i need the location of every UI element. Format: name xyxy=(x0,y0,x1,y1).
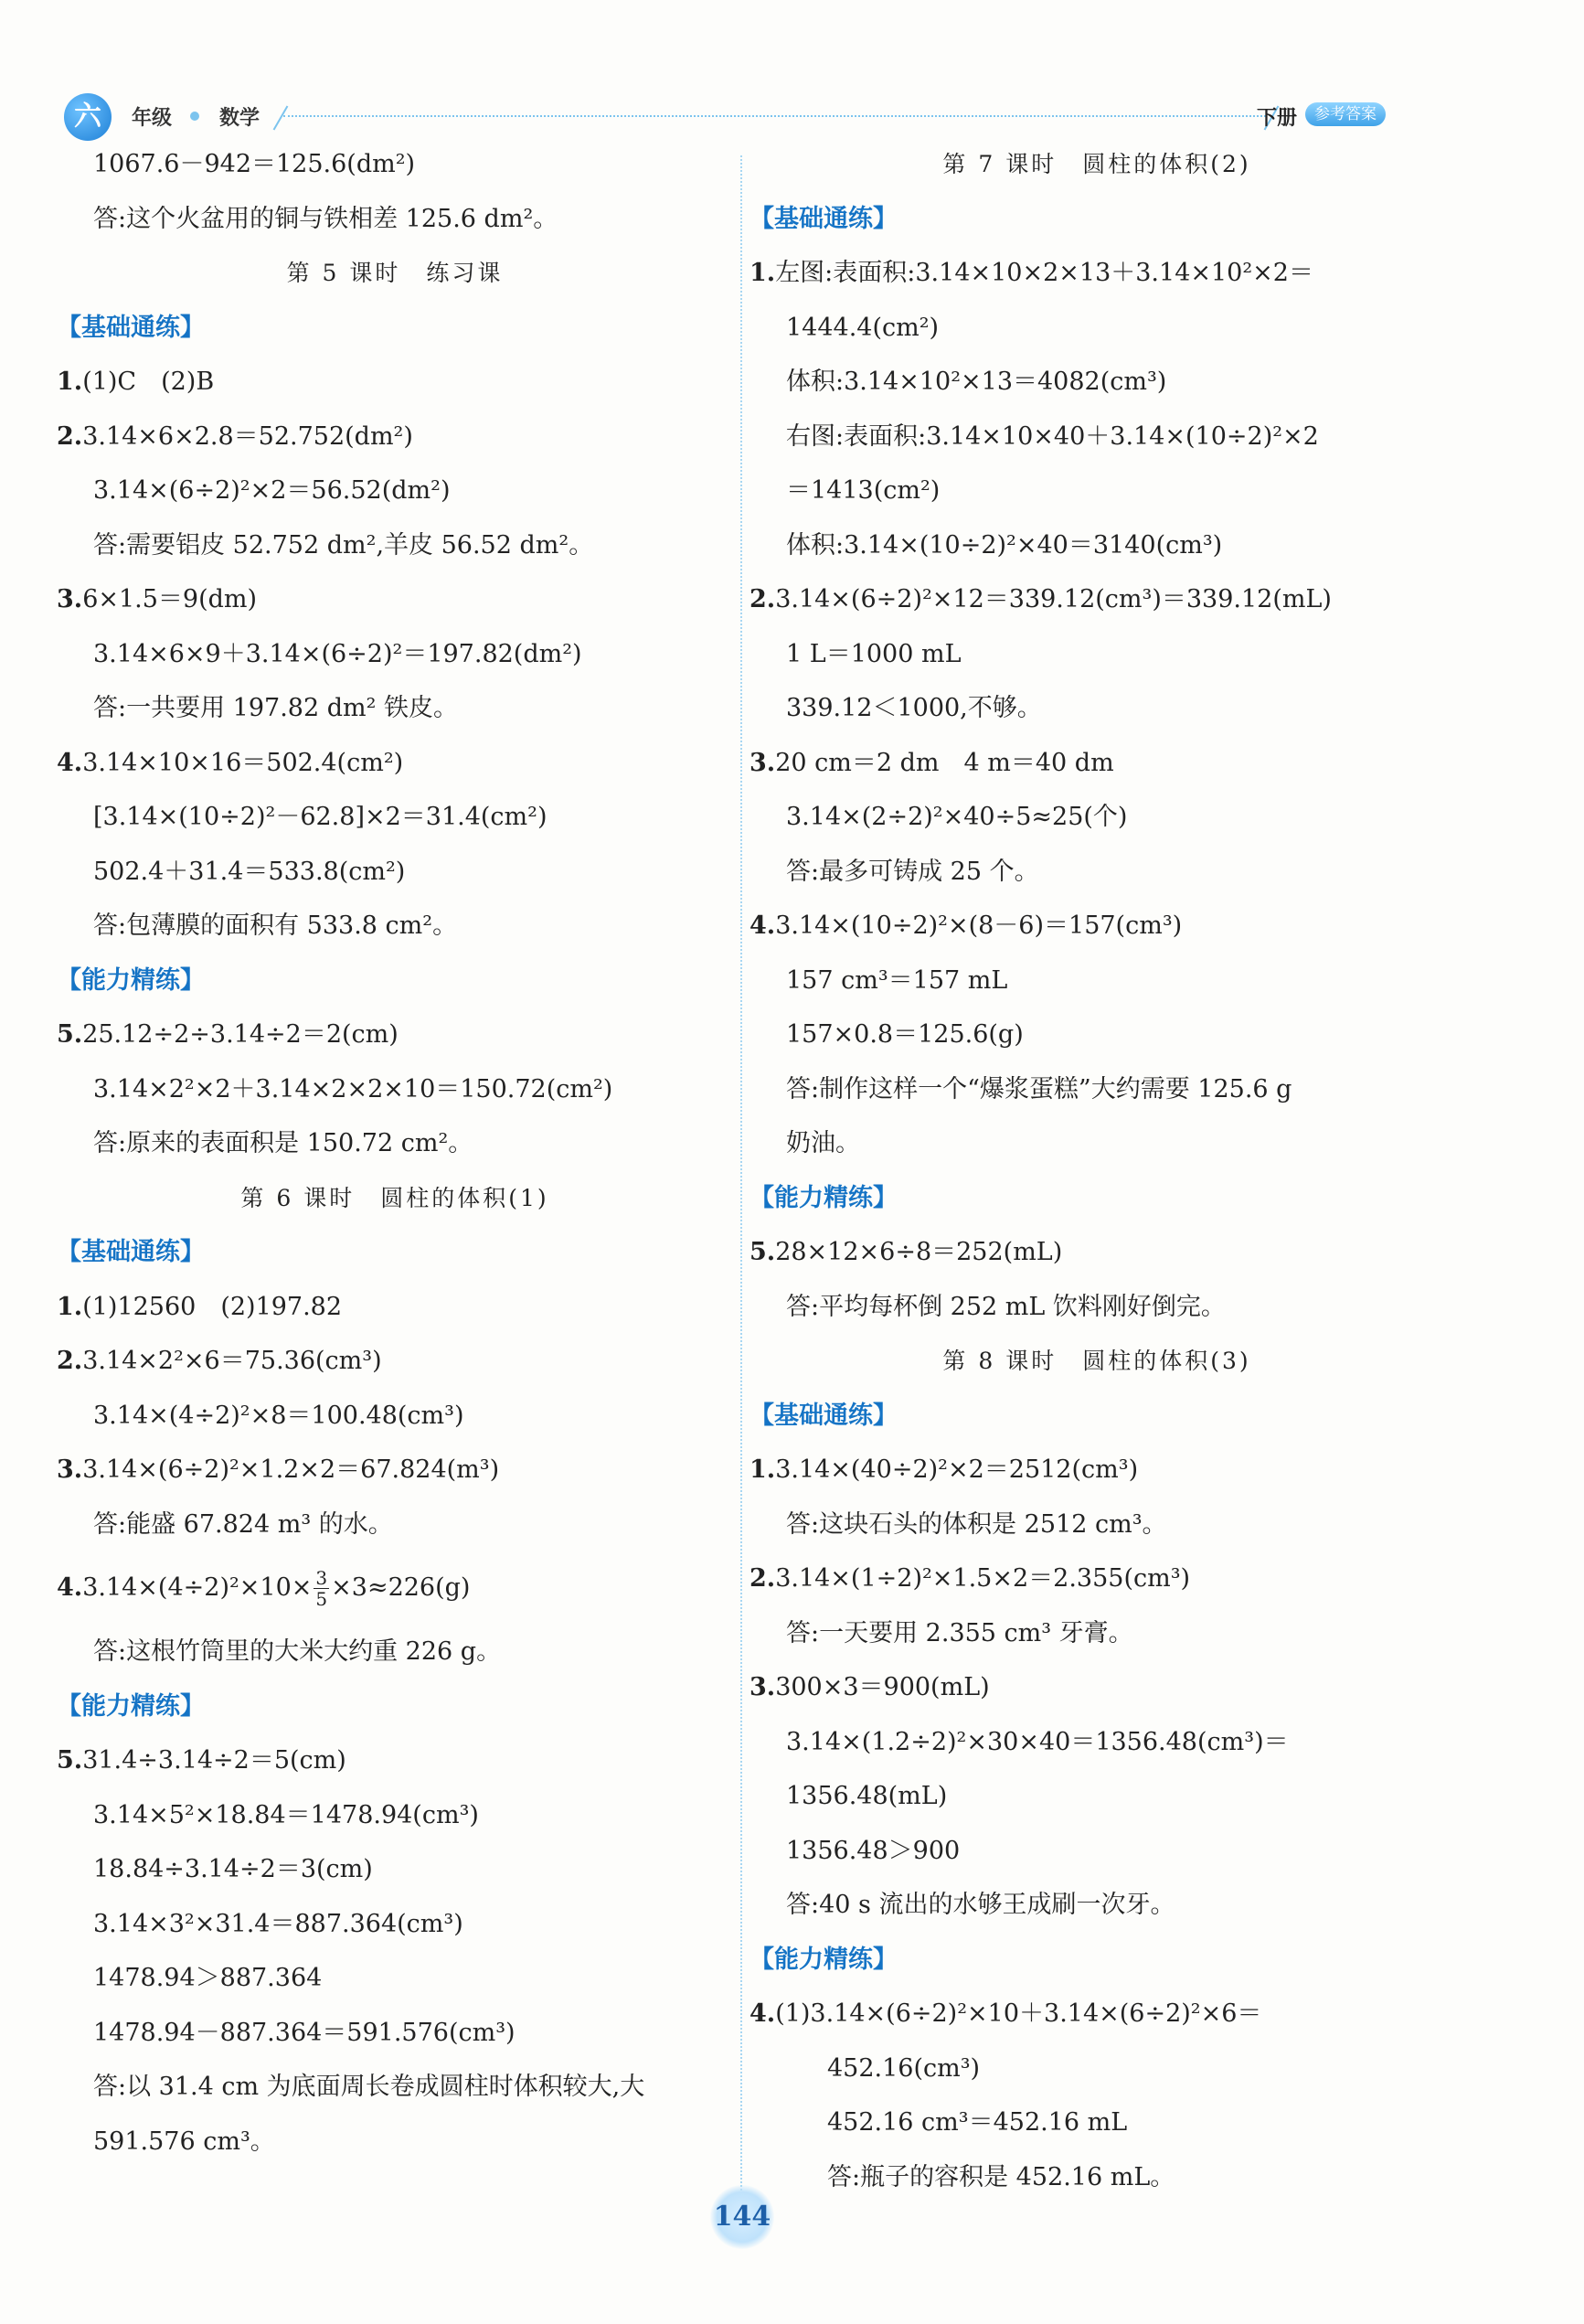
answer-line: 502.4＋31.4＝533.8(cm²) xyxy=(93,857,406,886)
answer-line: 答:最多可铸成 25 个。 xyxy=(786,857,1039,886)
answer-line: 1478.94＞887.364 xyxy=(93,1964,323,1992)
answer-item xyxy=(749,1551,1444,1606)
item-text: 3.14×2²×6＝75.36(cm³) xyxy=(82,1347,382,1375)
item-text: ×3≈226(g) xyxy=(331,1573,471,1602)
column-divider xyxy=(740,155,742,2194)
item-text: 3.14×6×2.8＝52.752(dm²) xyxy=(82,421,413,451)
item-number: 5. xyxy=(749,1238,776,1266)
lesson-title: 第 6 课时 圆柱的体积(1) xyxy=(240,1184,549,1211)
answer-item xyxy=(749,899,1444,954)
section-heading: 【基础通练】 xyxy=(57,1238,205,1266)
answer-line: 1444.4(cm²) xyxy=(786,313,940,342)
answer-item xyxy=(749,1225,1444,1280)
answer-line: 右图:表面积:3.14×10×40＋3.14×(10÷2)²×2 xyxy=(786,421,1319,451)
item-text: 左图:表面积:3.14×10×2×13＋3.14×10²×2＝ xyxy=(775,259,1313,287)
answer-line: 452.16(cm³) xyxy=(827,2053,981,2083)
item-text: 31.4÷3.14÷2＝5(cm) xyxy=(82,1746,346,1775)
answer-line: 3.14×(4÷2)²×8＝100.48(cm³) xyxy=(93,1401,464,1430)
answer-item xyxy=(57,1551,733,1625)
answer-line: 答:制作这样一个“爆浆蛋糕”大约需要 125.6 g xyxy=(786,1074,1292,1103)
answer-line: 1356.48(mL) xyxy=(786,1782,948,1810)
item-number: 2. xyxy=(749,585,776,613)
item-number: 3. xyxy=(749,748,776,777)
answer-line: 答:能盛 67.824 m³ 的水。 xyxy=(93,1509,393,1539)
item-text: 3.14×(10÷2)²×(8－6)＝157(cm³) xyxy=(775,911,1183,940)
answer-line: 奶油。 xyxy=(786,1129,860,1157)
item-number: 5. xyxy=(57,1020,83,1049)
answer-line: 1356.48＞900 xyxy=(786,1836,961,1865)
grade-badge: 六 xyxy=(64,93,112,141)
lesson-title: 第 8 课时 圆柱的体积(3) xyxy=(942,1348,1251,1374)
answer-line: 体积:3.14×(10÷2)²×40＝3140(cm³) xyxy=(786,530,1223,560)
answer-line: 3.14×6×9＋3.14×(6÷2)²＝197.82(dm²) xyxy=(93,639,582,668)
section-heading: 【能力精练】 xyxy=(749,1945,898,1974)
item-number: 2. xyxy=(749,1564,776,1593)
answer-line: 答:这根竹筒里的大米大约重 226 g。 xyxy=(93,1637,502,1666)
volume-label: 下册 xyxy=(1257,107,1298,130)
item-text: 300×3＝900(mL) xyxy=(775,1673,990,1701)
answer-line: 答:平均每杯倒 252 mL 饮料刚好倒完。 xyxy=(786,1292,1226,1321)
answer-item xyxy=(57,1007,733,1062)
answer-item xyxy=(749,736,1444,791)
answer-line: 答:瓶子的容积是 452.16 mL。 xyxy=(827,2162,1175,2191)
item-number: 3. xyxy=(57,1455,83,1484)
item-text: (1)C (2)B xyxy=(82,368,215,396)
answer-line: 3.14×5²×18.84＝1478.94(cm³) xyxy=(93,1800,479,1829)
answer-line: 157×0.8＝125.6(g) xyxy=(786,1020,1024,1049)
answer-line: 3.14×(6÷2)²×2＝56.52(dm²) xyxy=(93,476,451,505)
item-number: 4. xyxy=(749,911,776,940)
answer-line: 答:包薄膜的面积有 533.8 cm²。 xyxy=(93,911,458,940)
answer-line: 339.12＜1000,不够。 xyxy=(786,694,1042,722)
lesson-title: 第 7 课时 圆柱的体积(2) xyxy=(942,151,1251,177)
item-number: 2. xyxy=(57,421,83,451)
answer-item xyxy=(57,410,733,464)
left-column xyxy=(57,137,733,2169)
answer-line: 体积:3.14×10²×13＝4082(cm³) xyxy=(786,368,1167,396)
separator-dot-icon xyxy=(190,112,199,121)
section-heading: 【能力精练】 xyxy=(57,965,205,995)
answer-item xyxy=(57,572,733,627)
fraction-denominator: 5 xyxy=(315,1588,328,1610)
item-text: (1)12560 (2)197.82 xyxy=(82,1292,343,1321)
answer-line: 452.16 cm³＝452.16 mL xyxy=(827,2108,1128,2137)
answer-item xyxy=(749,572,1444,627)
answer-line: ＝1413(cm²) xyxy=(786,476,941,505)
item-number: 4. xyxy=(57,1573,83,1602)
header-slash-left xyxy=(273,106,289,131)
answers-badge: 参考答案 xyxy=(1305,102,1386,126)
right-column xyxy=(749,137,1444,2204)
section-heading: 【基础通练】 xyxy=(749,1401,898,1430)
item-number: 5. xyxy=(57,1746,83,1775)
section-heading: 【基础通练】 xyxy=(749,204,898,233)
item-text: 3.14×(6÷2)²×12＝339.12(cm³)＝339.12(mL) xyxy=(775,585,1332,613)
item-text: 6×1.5＝9(dm) xyxy=(82,585,258,613)
answer-line: 3.14×3²×31.4＝887.364(cm³) xyxy=(93,1909,463,1938)
answer-item xyxy=(57,736,733,791)
item-number: 4. xyxy=(57,748,83,777)
answer-line: 157 cm³＝157 mL xyxy=(786,965,1008,995)
answer-line: 3.14×2²×2＋3.14×2×2×10＝150.72(cm²) xyxy=(93,1074,613,1103)
answer-item xyxy=(749,1443,1444,1498)
item-number: 1. xyxy=(57,1292,83,1321)
answer-line: 答:一天要用 2.355 cm³ 牙膏。 xyxy=(786,1618,1133,1647)
answer-item xyxy=(57,1733,733,1788)
item-text: 3.14×(6÷2)²×1.2×2＝67.824(m³) xyxy=(82,1455,500,1484)
item-text: 3.14×(1÷2)²×1.5×2＝2.355(cm³) xyxy=(775,1564,1191,1593)
item-text: 28×12×6÷8＝252(mL) xyxy=(775,1238,1063,1266)
fraction-numerator: 3 xyxy=(315,1567,328,1589)
section-heading: 【基础通练】 xyxy=(57,313,205,342)
answer-item xyxy=(57,1280,733,1335)
item-number: 3. xyxy=(57,585,83,613)
answer-item xyxy=(749,246,1444,301)
answer-item xyxy=(57,355,733,410)
item-number: 1. xyxy=(749,1455,776,1484)
answer-line: 18.84÷3.14÷2＝3(cm) xyxy=(93,1855,373,1883)
item-number: 4. xyxy=(749,1999,776,2028)
header-rule xyxy=(283,115,1266,117)
answer-item xyxy=(57,1443,733,1498)
subject-label: 数学 xyxy=(219,107,260,130)
answer-line: 答:这个火盆用的铜与铁相差 125.6 dm²。 xyxy=(93,204,558,233)
item-number: 3. xyxy=(749,1673,776,1701)
answer-line: 1478.94－887.364＝591.576(cm³) xyxy=(93,2018,516,2047)
answer-line: 1067.6－942＝125.6(dm²) xyxy=(93,150,416,178)
answer-line: 答:以 31.4 cm 为底面周长卷成圆柱时体积较大,大 xyxy=(93,2073,645,2101)
answer-line: 答:40 s 流出的水够王成刷一次牙。 xyxy=(786,1891,1175,1919)
answer-line: [3.14×(10÷2)²－62.8]×2＝31.4(cm²) xyxy=(93,803,547,831)
item-text: 20 cm＝2 dm 4 m＝40 dm xyxy=(775,748,1114,777)
answer-line: 3.14×(1.2÷2)²×30×40＝1356.48(cm³)＝ xyxy=(786,1727,1289,1756)
answer-line: 答:这块石头的体积是 2512 cm³。 xyxy=(786,1509,1167,1539)
item-text: 25.12÷2÷3.14÷2＝2(cm) xyxy=(82,1020,399,1049)
answer-line: 591.576 cm³。 xyxy=(93,2127,275,2156)
answer-line: 答:一共要用 197.82 dm² 铁皮。 xyxy=(93,694,459,722)
answer-line: 1 L＝1000 mL xyxy=(786,639,962,668)
grade-label: 年级 xyxy=(132,107,173,130)
answer-item xyxy=(749,1987,1444,2041)
answer-item xyxy=(749,1660,1444,1715)
item-text: (1)3.14×(6÷2)²×10＋3.14×(6÷2)²×6＝ xyxy=(775,1999,1262,2028)
item-number: 2. xyxy=(57,1347,83,1375)
section-heading: 【能力精练】 xyxy=(749,1183,898,1212)
item-text: 3.14×10×16＝502.4(cm²) xyxy=(82,748,404,777)
section-heading: 【能力精练】 xyxy=(57,1691,205,1721)
item-number: 1. xyxy=(749,259,776,287)
item-text: 3.14×(40÷2)²×2＝2512(cm³) xyxy=(775,1455,1139,1484)
lesson-title: 第 5 课时 练习课 xyxy=(286,260,504,286)
answer-item xyxy=(57,1334,733,1389)
fraction xyxy=(314,1568,329,1609)
item-number: 1. xyxy=(57,368,83,396)
item-text: 3.14×(4÷2)²×10× xyxy=(82,1573,313,1602)
answer-line: 答:原来的表面积是 150.72 cm²。 xyxy=(93,1129,473,1157)
page-number: 144 xyxy=(710,2185,774,2249)
answer-line: 3.14×(2÷2)²×40÷5≈25(个) xyxy=(786,803,1128,831)
answer-line: 答:需要铝皮 52.752 dm²,羊皮 56.52 dm²。 xyxy=(93,530,594,560)
